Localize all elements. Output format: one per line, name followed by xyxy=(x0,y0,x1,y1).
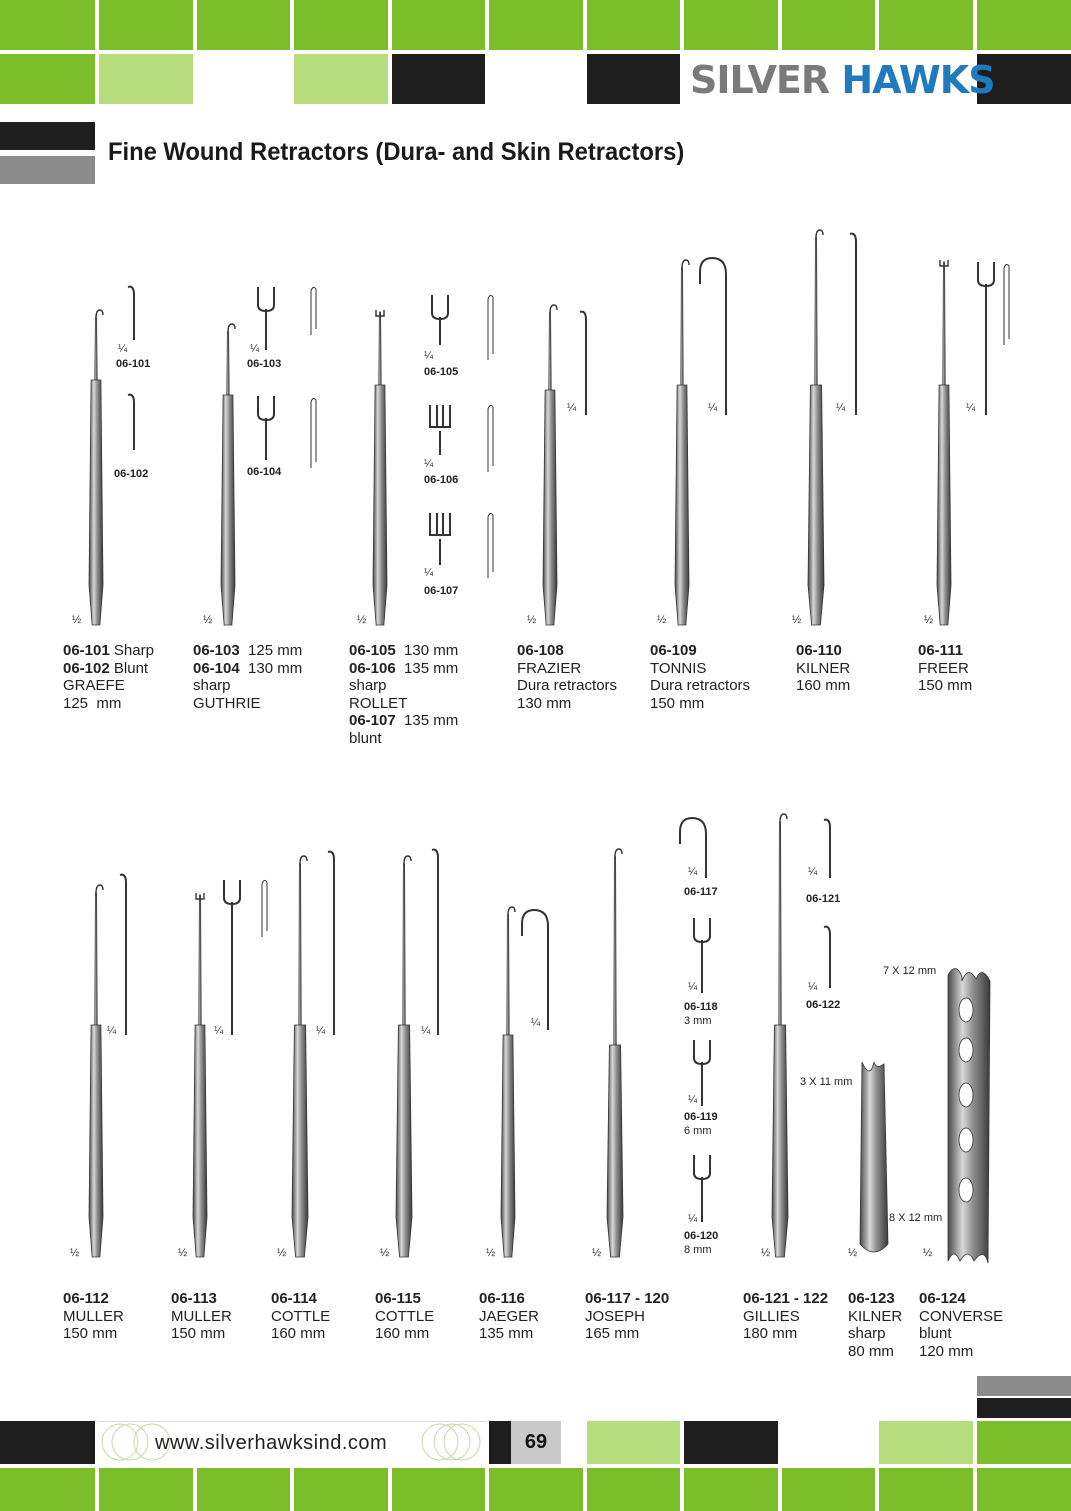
product-detail: 150 mm xyxy=(63,1325,118,1342)
caption-line xyxy=(479,1290,539,1308)
caption-line xyxy=(63,1290,124,1308)
caption-line xyxy=(193,660,302,678)
caption-line xyxy=(349,677,458,695)
scale-label: ½ xyxy=(761,1247,771,1259)
product-detail: JOSEPH xyxy=(585,1307,646,1325)
detail-label-06-117: 06-117 xyxy=(684,886,718,898)
product-detail: ROLLET xyxy=(349,694,408,712)
instrument-06-112-shaft xyxy=(95,893,97,1025)
page-title: Fine Wound Retractors (Dura- and Skin Retractors) xyxy=(108,138,685,166)
product-detail: Dura retractors xyxy=(650,677,751,694)
product-code: 06-113 xyxy=(171,1290,217,1307)
detail-tip-06-107 xyxy=(430,513,450,565)
detail-tip-06-102 xyxy=(128,395,134,450)
caption-line xyxy=(271,1325,330,1343)
detail-size-06-118: 3 mm xyxy=(684,1015,712,1027)
product-detail: 150 mm xyxy=(171,1325,226,1342)
converse-hole-4 xyxy=(959,1128,973,1152)
product-detail: 160 mm xyxy=(271,1325,326,1342)
caption-line xyxy=(193,695,302,713)
instrument-06-121-122-tip xyxy=(780,814,787,822)
detail-tip-06-104 xyxy=(258,396,274,460)
scale-label: ¼ xyxy=(250,343,260,355)
product-caption xyxy=(193,642,302,712)
instrument-06-108-shaft xyxy=(549,313,551,390)
instrument-06-116-handle xyxy=(501,1035,515,1257)
caption-line xyxy=(349,695,458,713)
product-detail: 160 mm xyxy=(375,1325,430,1342)
caption-line xyxy=(375,1290,434,1308)
product-detail: FRAZIER xyxy=(517,659,582,677)
detail-label-06-106: 06-106 xyxy=(424,474,459,486)
instrument-06-101-handle xyxy=(89,380,103,625)
product-code: 06-115 xyxy=(375,1290,421,1307)
caption-line xyxy=(919,1325,1003,1343)
caption-line xyxy=(171,1290,232,1308)
scale-label: ¼ xyxy=(688,866,698,878)
scale-label: ¼ xyxy=(708,402,718,414)
instrument-06-110-handle xyxy=(808,385,824,625)
product-code: 06-106 xyxy=(349,659,396,677)
instrument-06-105-shaft xyxy=(379,312,381,385)
detail-tip-06-109 xyxy=(700,258,726,415)
caption-line xyxy=(63,660,154,678)
product-caption xyxy=(479,1290,539,1343)
product-caption xyxy=(585,1290,669,1343)
scale-label: ½ xyxy=(486,1247,496,1259)
detail-size-06-119: 6 mm xyxy=(684,1125,712,1137)
detail-label-06-122: 06-122 xyxy=(806,999,841,1011)
scale-label: ¼ xyxy=(107,1025,117,1037)
scale-label: ¼ xyxy=(688,1213,698,1225)
footer-website-link[interactable]: www.silverhawksind.com xyxy=(155,1432,388,1454)
detail-label-06-120: 06-120 xyxy=(684,1230,719,1242)
caption-line xyxy=(585,1290,669,1308)
product-code: 06-117 - 120 xyxy=(585,1290,670,1307)
scale-label: ¼ xyxy=(531,1017,541,1029)
product-detail: Sharp xyxy=(109,642,154,659)
product-caption xyxy=(517,642,617,712)
scale-label: ¼ xyxy=(421,1025,431,1037)
detail-tip-06-122 xyxy=(824,927,830,988)
instrument-06-109-tip xyxy=(682,260,689,268)
caption-line xyxy=(517,695,617,713)
scale-label: ¼ xyxy=(118,343,128,355)
caption-line xyxy=(63,1325,124,1343)
product-detail: 125 mm xyxy=(239,642,303,659)
detail-label-06-103: 06-103 xyxy=(247,358,282,370)
instrument-06-117-120-shaft xyxy=(614,857,616,1045)
detail-side-06-107 xyxy=(488,513,493,578)
instrument-06-116-tip xyxy=(508,907,515,915)
instrument-06-103-tip xyxy=(228,324,235,332)
product-detail: Blunt xyxy=(109,659,149,677)
dimension-label-8x12: 8 X 12 mm xyxy=(889,1212,943,1224)
scale-label: ½ xyxy=(657,614,667,626)
detail-side-06-111 xyxy=(1004,264,1009,345)
caption-line xyxy=(650,695,750,713)
detail-size-06-120: 8 mm xyxy=(684,1244,712,1256)
scale-label: ½ xyxy=(923,1247,933,1259)
product-code: 06-107 xyxy=(349,712,396,729)
product-detail: 150 mm xyxy=(650,694,705,712)
instrument-06-108-handle xyxy=(543,390,557,625)
scale-label: ½ xyxy=(203,614,213,626)
converse-hole-1 xyxy=(959,998,973,1022)
caption-line xyxy=(375,1308,434,1326)
scale-label: ½ xyxy=(848,1247,858,1259)
product-code: 06-114 xyxy=(271,1290,317,1307)
caption-line xyxy=(848,1290,902,1308)
scale-label: ¼ xyxy=(316,1025,326,1037)
product-code: 06-108 xyxy=(517,642,564,659)
dimension-label-3x11: 3 X 11 mm xyxy=(800,1076,853,1088)
converse-hole-5 xyxy=(959,1178,973,1202)
product-detail: sharp xyxy=(193,677,231,694)
product-detail: COTTLE xyxy=(375,1307,435,1325)
detail-tip-06-116 xyxy=(522,910,548,1030)
scale-label: ¼ xyxy=(688,981,698,993)
instrument-06-111-shaft xyxy=(943,262,945,385)
caption-line xyxy=(375,1325,434,1343)
detail-tip-06-113 xyxy=(224,880,240,1035)
product-detail: 135 mm xyxy=(395,712,459,729)
detail-label-06-121: 06-121 xyxy=(806,893,841,905)
caption-line xyxy=(919,1343,1003,1361)
caption-line xyxy=(743,1325,828,1343)
detail-label-06-105: 06-105 xyxy=(424,366,459,378)
detail-tip-06-110 xyxy=(850,234,856,415)
instrument-06-103-handle xyxy=(221,395,235,625)
product-caption xyxy=(919,1290,1003,1360)
detail-side-06-103 xyxy=(311,287,316,335)
caption-line xyxy=(479,1325,539,1343)
product-detail: 135 mm xyxy=(395,659,459,677)
instrument-06-114-shaft xyxy=(299,864,301,1025)
instrument-06-121-122-handle xyxy=(772,1025,788,1257)
product-caption xyxy=(918,642,972,695)
detail-tip-06-105 xyxy=(432,295,448,345)
product-caption xyxy=(63,642,154,712)
product-code: 06-121 - 122 xyxy=(743,1290,829,1307)
product-caption xyxy=(271,1290,330,1343)
detail-label-06-119: 06-119 xyxy=(684,1111,718,1123)
product-detail: CONVERSE xyxy=(919,1307,1004,1325)
product-code: 06-109 xyxy=(650,642,697,659)
caption-line xyxy=(848,1308,902,1326)
detail-tip-06-106 xyxy=(430,405,450,455)
product-detail: 150 mm xyxy=(918,677,973,694)
product-caption xyxy=(171,1290,232,1343)
caption-line xyxy=(743,1290,828,1308)
product-code: 06-105 xyxy=(349,642,396,659)
scale-label: ¼ xyxy=(424,350,434,362)
instrument-06-121-122-shaft xyxy=(779,822,781,1025)
detail-tip-06-115 xyxy=(432,850,438,1035)
scale-label: ¼ xyxy=(808,981,818,993)
product-code: 06-104 xyxy=(193,659,240,677)
product-detail: 135 mm xyxy=(479,1325,534,1342)
detail-label-06-102: 06-102 xyxy=(114,468,149,480)
logo-text-hawks: HAWKS xyxy=(841,58,995,102)
caption-line xyxy=(63,1308,124,1326)
instrument-06-115-handle xyxy=(396,1025,412,1257)
product-detail: 130 mm xyxy=(517,694,572,712)
product-detail: GUTHRIE xyxy=(193,694,261,712)
product-detail: 120 mm xyxy=(919,1342,974,1360)
caption-line xyxy=(193,677,302,695)
detail-side-06-106 xyxy=(488,405,493,472)
product-code: 06-102 xyxy=(63,659,110,677)
caption-line xyxy=(918,660,972,678)
instrument-06-111-handle xyxy=(937,385,951,625)
caption-line xyxy=(650,642,750,660)
product-detail: TONNIS xyxy=(650,659,707,677)
product-detail: sharp xyxy=(848,1325,886,1342)
instrument-06-110-shaft xyxy=(815,238,817,385)
caption-line xyxy=(743,1308,828,1326)
product-code: 06-111 xyxy=(918,642,964,659)
instrument-06-103-shaft xyxy=(227,332,229,395)
caption-line xyxy=(349,730,458,748)
scale-label: ¼ xyxy=(214,1025,224,1037)
detail-tip-06-101 xyxy=(128,287,134,340)
product-detail: sharp xyxy=(349,677,387,694)
instrument-06-116-shaft xyxy=(507,915,509,1035)
caption-line xyxy=(796,642,850,660)
caption-line xyxy=(63,677,154,695)
instrument-06-115-shaft xyxy=(403,864,405,1025)
scale-label: ½ xyxy=(277,1247,287,1259)
page-number: 69 xyxy=(524,1431,548,1453)
product-code: 06-103 xyxy=(193,642,240,659)
caption-line xyxy=(585,1308,669,1326)
instrument-06-112-handle xyxy=(89,1025,103,1257)
caption-line xyxy=(650,660,750,678)
scale-label: ½ xyxy=(792,614,802,626)
product-detail: MULLER xyxy=(63,1307,124,1325)
scale-label: ½ xyxy=(70,1247,80,1259)
instrument-06-105-handle xyxy=(373,385,387,625)
detail-tip-06-111 xyxy=(978,262,994,415)
product-code: 06-123 xyxy=(848,1290,895,1307)
scale-label: ½ xyxy=(527,614,537,626)
detail-label-06-101: 06-101 xyxy=(116,358,151,370)
scale-label: ½ xyxy=(72,614,82,626)
caption-line xyxy=(796,660,850,678)
product-detail: 80 mm xyxy=(848,1342,894,1360)
detail-tip-06-108 xyxy=(580,312,586,415)
instrument-06-113-shaft xyxy=(199,895,201,1025)
product-code: 06-112 xyxy=(63,1290,109,1307)
detail-label-06-104: 06-104 xyxy=(247,466,282,478)
scale-label: ¼ xyxy=(424,567,434,579)
caption-line xyxy=(919,1290,1003,1308)
detail-tip-06-112 xyxy=(120,875,126,1035)
caption-line xyxy=(349,712,458,730)
product-detail: blunt xyxy=(349,729,382,747)
instrument-06-108-tip xyxy=(550,305,557,313)
instrument-06-109-handle xyxy=(675,385,689,625)
detail-tip-06-121 xyxy=(824,820,830,878)
caption-line xyxy=(479,1308,539,1326)
detail-side-06-104 xyxy=(311,398,316,468)
product-caption xyxy=(650,642,750,712)
product-detail: FREER xyxy=(918,659,969,677)
scale-label: ¼ xyxy=(808,866,818,878)
product-caption xyxy=(743,1290,828,1343)
caption-line xyxy=(918,677,972,695)
logo-text-silver: SILVER xyxy=(690,58,830,102)
product-detail: JAEGER xyxy=(479,1307,540,1325)
scale-label: ¼ xyxy=(836,402,846,414)
product-caption xyxy=(796,642,850,695)
product-detail: MULLER xyxy=(171,1307,232,1325)
instrument-06-101-tip xyxy=(96,310,103,318)
scale-label: ½ xyxy=(592,1247,602,1259)
product-detail: 125 mm xyxy=(63,694,122,712)
detail-side-06-113 xyxy=(262,880,267,937)
caption-line xyxy=(848,1343,902,1361)
product-detail: blunt xyxy=(919,1325,952,1342)
product-caption xyxy=(349,642,458,747)
scale-label: ½ xyxy=(924,614,934,626)
product-detail: Dura retractors xyxy=(517,677,618,694)
detail-label-06-118: 06-118 xyxy=(684,1001,718,1013)
detail-label-06-107: 06-107 xyxy=(424,585,459,597)
caption-line xyxy=(63,695,154,713)
product-detail: 180 mm xyxy=(743,1325,798,1342)
caption-line xyxy=(517,677,617,695)
instrument-06-115-tip xyxy=(404,856,411,864)
caption-line xyxy=(919,1308,1003,1326)
product-detail: 165 mm xyxy=(585,1325,640,1342)
product-code: 06-116 xyxy=(479,1290,525,1307)
caption-line xyxy=(517,660,617,678)
caption-line xyxy=(349,642,458,660)
instrument-06-112-tip xyxy=(96,885,103,893)
product-detail: COTTLE xyxy=(271,1307,331,1325)
caption-line xyxy=(848,1325,902,1343)
product-caption xyxy=(63,1290,124,1343)
product-detail: 130 mm xyxy=(395,642,459,659)
product-code: 06-124 xyxy=(919,1290,966,1307)
instrument-06-114-tip xyxy=(300,856,307,864)
product-detail: GRAEFE xyxy=(63,677,125,694)
caption-line xyxy=(171,1325,232,1343)
detail-tip-06-120 xyxy=(694,1155,710,1222)
caption-line xyxy=(171,1308,232,1326)
product-code: 06-110 xyxy=(796,642,842,659)
scale-label: ¼ xyxy=(688,1094,698,1106)
instrument-06-117-120-handle xyxy=(607,1045,623,1257)
caption-line xyxy=(349,660,458,678)
product-caption xyxy=(375,1290,434,1343)
instrument-06-123 xyxy=(860,1062,888,1252)
detail-side-06-105 xyxy=(488,295,493,360)
caption-line xyxy=(193,642,302,660)
dimension-label-7x12: 7 X 12 mm xyxy=(883,965,937,977)
instrument-06-117-120-tip xyxy=(615,849,622,857)
caption-line xyxy=(796,677,850,695)
product-detail: GILLIES xyxy=(743,1307,800,1325)
product-detail: KILNER xyxy=(796,659,851,677)
detail-tip-06-103 xyxy=(258,287,274,350)
product-detail: KILNER xyxy=(848,1307,903,1325)
instrument-06-113-handle xyxy=(193,1025,207,1257)
caption-line xyxy=(585,1325,669,1343)
caption-line xyxy=(517,642,617,660)
caption-line xyxy=(271,1308,330,1326)
instrument-06-101-shaft xyxy=(95,318,97,380)
caption-line xyxy=(63,642,154,660)
converse-hole-3 xyxy=(959,1083,973,1107)
product-code: 06-101 xyxy=(63,642,110,659)
converse-hole-2 xyxy=(959,1038,973,1062)
scale-label: ½ xyxy=(380,1247,390,1259)
product-detail: 130 mm xyxy=(239,659,303,677)
scale-label: ¼ xyxy=(424,458,434,470)
scale-label: ¼ xyxy=(966,402,976,414)
instrument-06-109-shaft xyxy=(681,268,683,385)
caption-line xyxy=(918,642,972,660)
scale-label: ¼ xyxy=(567,402,577,414)
detail-tip-06-114 xyxy=(328,852,334,1035)
instrument-06-114-handle xyxy=(292,1025,308,1257)
caption-line xyxy=(650,677,750,695)
scale-label: ½ xyxy=(178,1247,188,1259)
product-detail: 160 mm xyxy=(796,677,851,694)
scale-label: ½ xyxy=(357,614,367,626)
instrument-06-110-tip xyxy=(816,230,823,238)
caption-line xyxy=(271,1290,330,1308)
product-caption xyxy=(848,1290,902,1360)
